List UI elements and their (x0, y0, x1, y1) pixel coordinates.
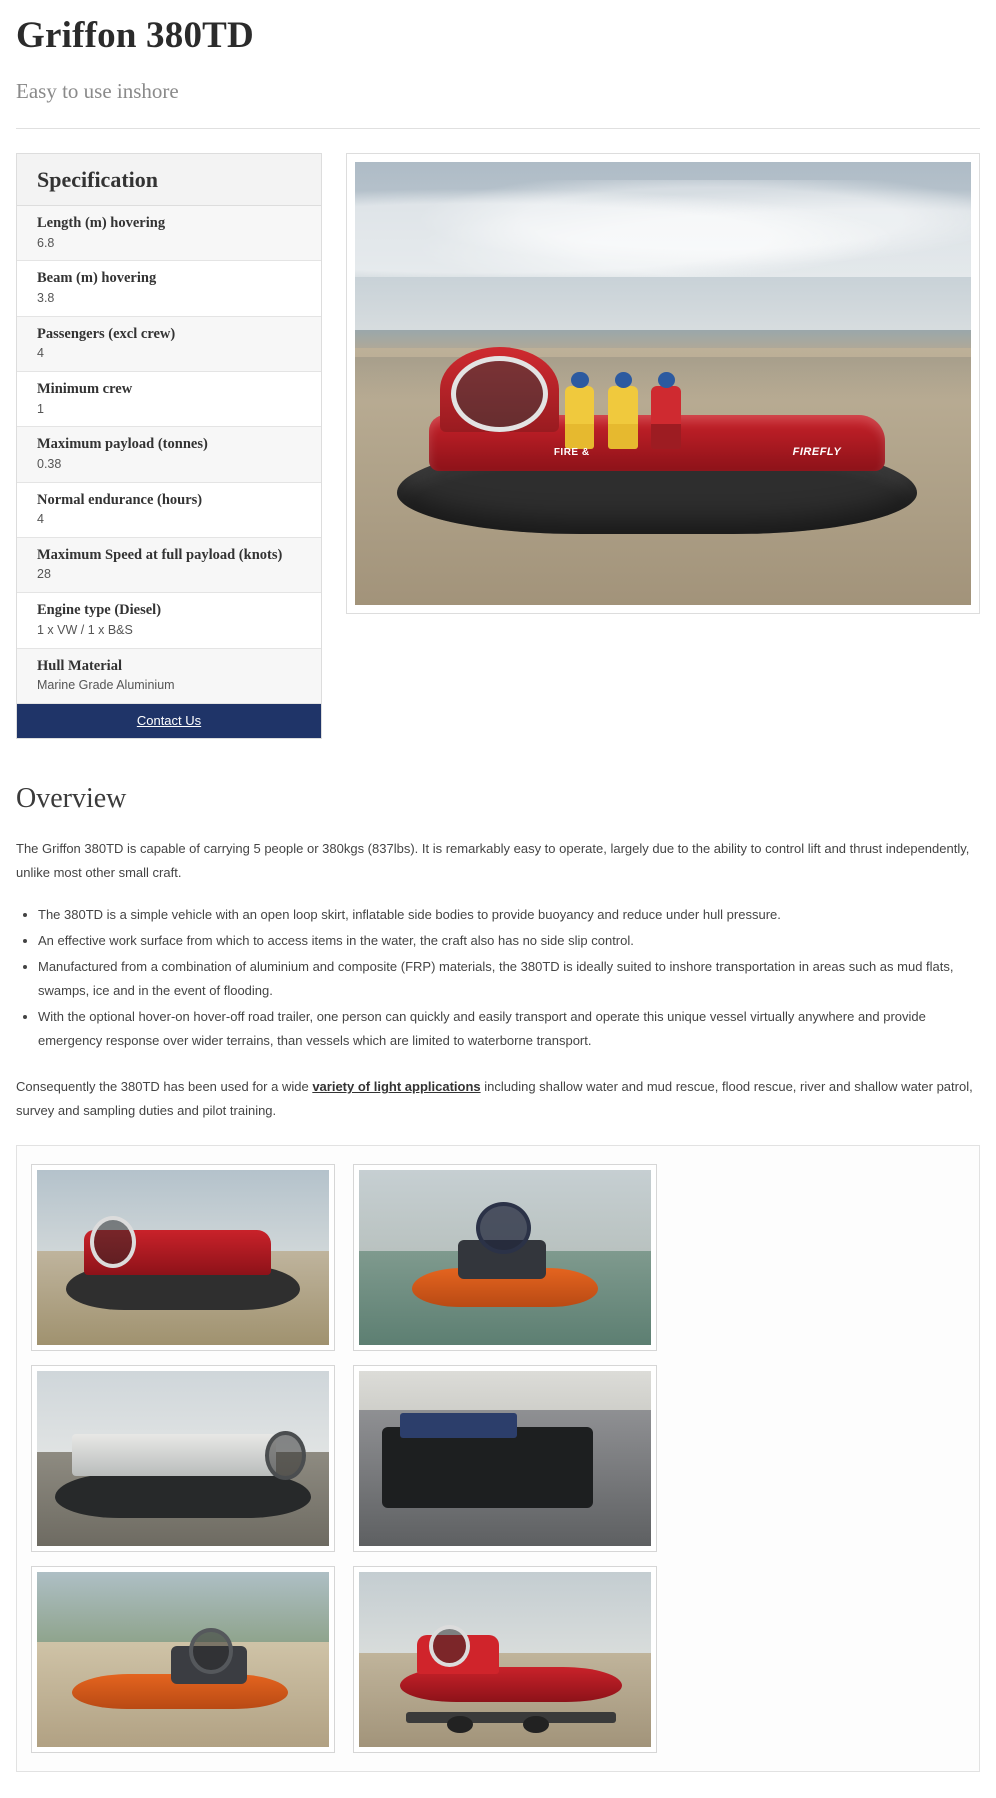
spec-row-engine-type (17, 593, 321, 648)
spec-value: 28 (37, 567, 51, 582)
thumbnail-image (37, 1572, 329, 1747)
thumb-radio-unit (400, 1413, 517, 1438)
gallery-thumbnail-2[interactable] (353, 1164, 657, 1351)
spec-row-maximum-payload (17, 427, 321, 482)
closing-text-after: including shallow water and mud rescue, flood rescue, river and shallow water patrol, survey and sampling duties and pilot training. (16, 1079, 973, 1119)
spec-row-normal-endurance (17, 483, 321, 538)
gallery-thumbnail-4[interactable] (353, 1365, 657, 1552)
gallery-thumbnail-5[interactable] (31, 1566, 335, 1753)
spec-label: Engine type (Diesel) (37, 602, 162, 619)
image-gallery (16, 1145, 980, 1772)
thumb-console-panel (382, 1427, 592, 1508)
crew-member (651, 386, 681, 450)
spec-label: Maximum payload (tonnes) (37, 436, 208, 453)
spec-value: 0.38 (37, 456, 62, 471)
thumbnail-image (37, 1371, 329, 1546)
road-trailer (406, 1712, 616, 1723)
thumb-skirt (55, 1473, 312, 1519)
spec-row-minimum-crew (17, 372, 321, 427)
overview-closing-paragraph (16, 1075, 980, 1123)
fan-icon (90, 1216, 137, 1269)
spec-label: Passengers (excl crew) (37, 325, 176, 342)
gallery-thumbnail-1[interactable] (31, 1164, 335, 1351)
thumbnail-image (359, 1170, 651, 1345)
page-subtitle: Easy to use inshore (16, 79, 179, 103)
spec-row-maximum-speed (17, 538, 321, 593)
specification-heading: Specification (17, 154, 321, 206)
variety-of-light-applications-link[interactable]: variety of light applications (312, 1079, 481, 1095)
list-item: • Manufactured from a combination of aluminium and composite (FRP) materials, the 380TD is ideally suited to inshore transportation in areas such as mud flats, swamps, ice and in the event of flooding. (38, 955, 980, 1003)
thumb-superstructure (72, 1434, 276, 1476)
spec-and-image-row (16, 153, 980, 739)
thumb-treeline (37, 1572, 329, 1642)
crew-member (565, 386, 595, 450)
hull-decal-right: FIREFLY (792, 445, 842, 458)
fan-icon (189, 1628, 233, 1674)
spec-label: Normal endurance (hours) (37, 491, 203, 508)
hull-decal-left: FIRE & (553, 446, 590, 458)
spec-value: 1 (37, 401, 44, 416)
hero-clouds (355, 180, 971, 277)
list-item: • The 380TD is a simple vehicle with an open loop skirt, inflatable side bodies to provide buoyancy and reduce under hull pressure. (38, 903, 980, 927)
spec-row-length (17, 206, 321, 261)
hero-image-frame (346, 153, 980, 614)
thumbnail-image (359, 1371, 651, 1546)
specification-card (16, 153, 322, 739)
fan-icon (429, 1625, 470, 1667)
crew-member (608, 386, 638, 450)
contact-us-button[interactable]: Contact Us (17, 704, 321, 738)
spec-label: Minimum crew (37, 380, 133, 397)
spec-label: Hull Material (37, 657, 122, 674)
page-title: Griffon 380TD (16, 15, 254, 56)
overview-bullet-list (16, 903, 980, 1053)
spec-value: 6.8 (37, 235, 55, 250)
trailer-wheel (523, 1716, 549, 1734)
fan-icon (265, 1431, 306, 1480)
gallery-grid (31, 1164, 965, 1753)
thumb-background (359, 1371, 651, 1410)
spec-value: 3.8 (37, 290, 55, 305)
overview-heading: Overview (16, 782, 127, 814)
gallery-thumbnail-3[interactable] (31, 1365, 335, 1552)
spec-row-passengers (17, 317, 321, 372)
spec-value: 1 x VW / 1 x B&S (37, 622, 133, 637)
spec-label: Maximum Speed at full payload (knots) (37, 546, 283, 563)
hero-hovercraft (386, 330, 928, 543)
hero-image (355, 162, 971, 605)
spec-label: Beam (m) hovering (37, 270, 157, 287)
spec-value: 4 (37, 346, 44, 361)
list-item: • With the optional hover-on hover-off road trailer, one person can quickly and easily transport and operate this unique vessel virtually anywhere and provide emergency response over wider terrains, than vessels which are limited to waterborne transport. (38, 1005, 980, 1053)
spec-value: Marine Grade Aluminium (37, 678, 175, 693)
overview-intro: The Griffon 380TD is capable of carrying 5 people or 380kgs (837lbs). It is remarkably easy to operate, largely due to the ability to control lift and thrust independently, unlike most other small craft. (16, 840, 970, 880)
gallery-thumbnail-6[interactable] (353, 1566, 657, 1753)
spec-row-beam (17, 261, 321, 316)
thumbnail-image (359, 1572, 651, 1747)
spec-value: 4 (37, 512, 44, 527)
trailer-wheel (447, 1716, 473, 1734)
thumb-sky (359, 1572, 651, 1653)
spec-label: Length (m) hovering (37, 215, 166, 231)
thumbnail-image (37, 1170, 329, 1345)
spec-row-hull-material (17, 649, 321, 704)
page-container (0, 14, 996, 1772)
closing-text-before: Consequently the 380TD has been used for a wide (16, 1079, 313, 1095)
header-divider (16, 128, 980, 129)
list-item: • An effective work surface from which to access items in the water, the craft also has no side slip control. (38, 929, 980, 953)
